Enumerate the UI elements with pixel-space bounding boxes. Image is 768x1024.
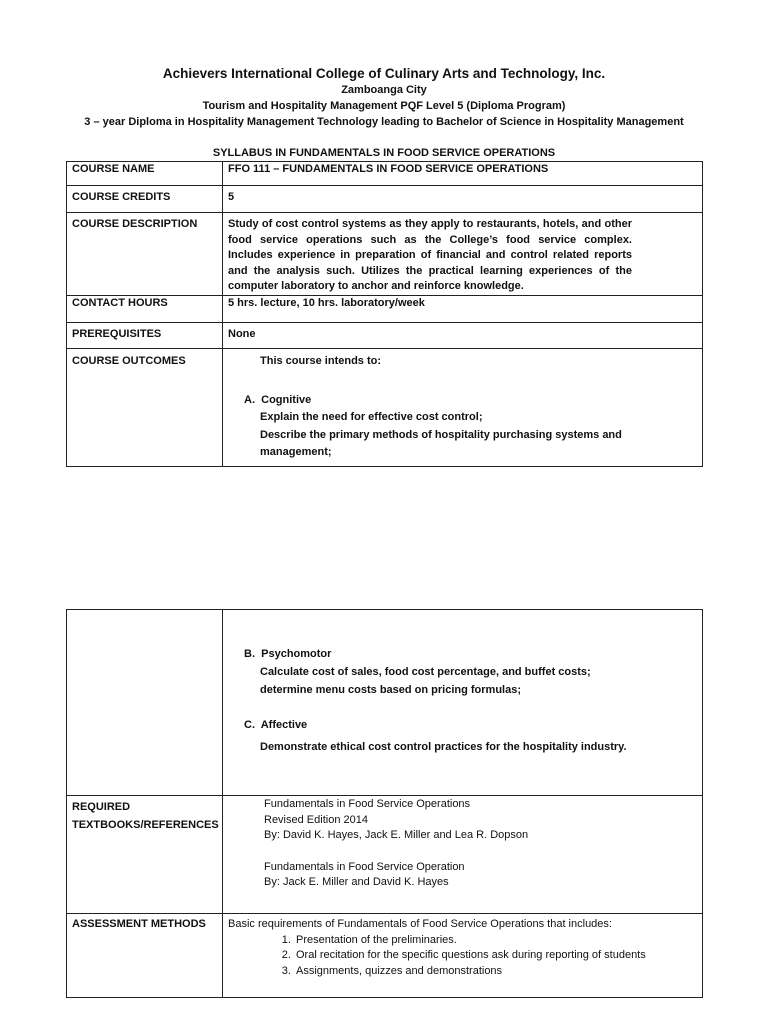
affective-item-1: Demonstrate ethical cost control practices for the hospitality industry. [260, 741, 627, 753]
prerequisites-value: None [223, 323, 703, 349]
cognitive-heading [228, 393, 697, 409]
diploma-line: 3 – year Diploma in Hospitality Management Technology leading to Bachelor of Science in Hospitality Management [84, 116, 684, 128]
row-outcomes-continued [67, 610, 703, 796]
course-outcomes-value [223, 349, 703, 467]
course-outcomes-label: COURSE OUTCOMES [67, 349, 223, 467]
affective-heading [228, 718, 697, 734]
assessment-value [223, 914, 703, 998]
program-line: Tourism and Hospitality Management PQF Level 5 (Diploma Program) [202, 100, 566, 112]
row-assessment [67, 914, 703, 998]
assessment-intro: Basic requirements of Fundamentals of Food Service Operations that includes: [228, 918, 612, 930]
book1-edition: Revised Edition 2014 [264, 813, 368, 826]
course-name-label: COURSE NAME [67, 162, 223, 186]
book2-title: Fundamentals in Food Service Operation [264, 860, 465, 873]
course-description-value: Study of cost control systems as they apply to restaurants, hotels, and other food service operations such as the College’s food service complex. Includes experience in preparation of financial and control related reports and the analysis such. Utilizes the practical learning experiences of the computer laboratory to anchor and reinforce knowledge. [228, 218, 632, 292]
references-label-line-2: TEXTBOOKS/REFERENCES [72, 819, 219, 831]
affective-heading-text: Affective [260, 718, 308, 731]
syllabus-table-1 [66, 161, 703, 467]
row-course-credits [67, 186, 703, 213]
cognitive-item-2: Describe the primary methods of hospitality purchasing systems and [260, 428, 622, 441]
course-credits-value: 5 [223, 186, 703, 213]
institution-title: Achievers International College of Culinary Arts and Technology, Inc. [162, 66, 606, 81]
cognitive-item-3: management; [260, 446, 332, 458]
row-course-outcomes [67, 349, 703, 467]
psychomotor-item-2: determine menu costs based on pricing formulas; [260, 684, 521, 696]
outcomes-continued-label [67, 610, 223, 796]
row-contact-hours [67, 296, 703, 323]
outcomes-intro: This course intends to: [260, 355, 382, 367]
assessment-item: 3. Assignments, quizzes and demonstrations [294, 964, 697, 980]
row-course-name [67, 162, 703, 186]
book2-authors: By: Jack E. Miller and David K. Hayes [264, 876, 449, 888]
psychomotor-marker: B. [244, 648, 255, 660]
assessment-list [228, 933, 697, 980]
contact-hours-value: 5 hrs. lecture, 10 hrs. laboratory/week [223, 296, 703, 323]
syllabus-title: SYLLABUS IN FUNDAMENTALS IN FOOD SERVICE OPERATIONS [212, 147, 556, 159]
row-references [67, 796, 703, 914]
references-value [223, 796, 703, 914]
psychomotor-heading-text: Psychomotor [261, 648, 332, 660]
book1-authors: By: David K. Hayes, Jack E. Miller and Lea R. Dopson [264, 829, 529, 841]
psychomotor-heading [228, 647, 697, 663]
assessment-item: 1. Presentation of the preliminaries. [294, 933, 697, 949]
row-course-description [67, 213, 703, 296]
book1-title: Fundamentals in Food Service Operations [264, 798, 471, 810]
affective-marker: C. [244, 718, 255, 731]
row-prerequisites [67, 323, 703, 349]
cognitive-item-1: Explain the need for effective cost control; [260, 411, 483, 423]
references-label-line-1: REQUIRED [72, 801, 131, 813]
prerequisites-label: PREREQUISITES [67, 323, 223, 349]
assessment-item: 2. Oral recitation for the specific questions ask during reporting of students [294, 948, 697, 964]
psychomotor-item-1: Calculate cost of sales, food cost percentage, and buffet costs; [260, 665, 591, 678]
cognitive-heading-text: Cognitive [261, 393, 312, 406]
course-credits-label: COURSE CREDITS [67, 186, 223, 213]
outcomes-continued-value [223, 610, 703, 796]
course-description-label: COURSE DESCRIPTION [67, 213, 223, 296]
city-line: Zamboanga City [341, 84, 427, 96]
references-label [67, 796, 223, 914]
assessment-label: ASSESSMENT METHODS [67, 914, 223, 998]
syllabus-table-2 [66, 609, 703, 998]
contact-hours-label: CONTACT HOURS [67, 296, 223, 323]
course-name-value: FFO 111 – FUNDAMENTALS IN FOOD SERVICE OPERATIONS [223, 162, 703, 186]
cognitive-marker: A. [244, 393, 255, 406]
